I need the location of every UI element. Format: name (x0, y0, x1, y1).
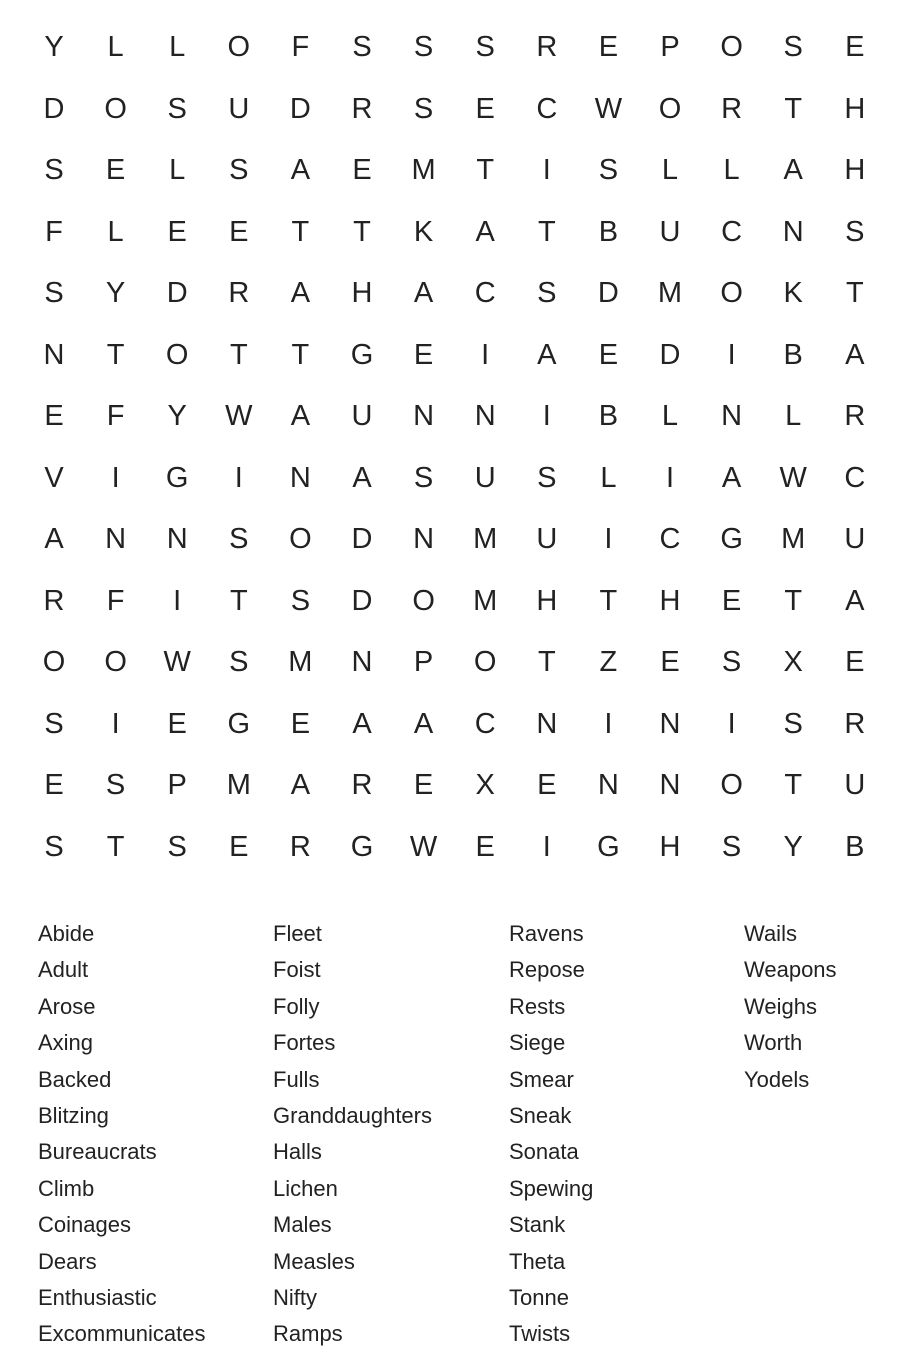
grid-cell[interactable]: U (844, 769, 866, 801)
word-list-item: Spewing (509, 1175, 594, 1201)
grid-cell[interactable]: L (107, 31, 124, 63)
grid-cell[interactable]: I (727, 707, 736, 740)
word-list-item: Males (273, 1212, 332, 1238)
word-list-item: Fulls (273, 1066, 320, 1092)
grid-cell[interactable]: T (784, 584, 803, 617)
grid-cell[interactable]: S (44, 277, 64, 309)
grid-cell[interactable]: T (106, 338, 125, 371)
grid-cell[interactable]: T (537, 215, 556, 248)
grid-cell[interactable]: L (600, 461, 617, 494)
grid-cell[interactable]: S (229, 523, 249, 555)
grid-cell[interactable]: G (350, 830, 374, 863)
word-list-item: Coinages (38, 1212, 131, 1238)
grid-cell[interactable]: W (779, 461, 807, 494)
grid-cell[interactable]: N (597, 769, 619, 801)
grid-cell[interactable]: A (290, 400, 311, 432)
grid-cell[interactable]: U (536, 523, 558, 555)
word-list-item: Repose (509, 957, 585, 983)
grid-cell[interactable]: R (351, 769, 373, 801)
grid-cell[interactable]: A (413, 277, 434, 309)
grid-cell[interactable]: N (105, 523, 127, 555)
grid-cell[interactable]: A (352, 461, 372, 494)
grid-cell[interactable]: D (289, 92, 311, 125)
grid-cell[interactable]: N (659, 707, 681, 740)
grid-cell[interactable]: T (784, 769, 803, 801)
grid-cell[interactable]: F (45, 215, 63, 248)
grid-cell[interactable]: K (413, 215, 434, 248)
grid-cell[interactable]: S (352, 31, 372, 63)
grid-cell[interactable]: T (106, 830, 125, 863)
grid-cell[interactable]: O (720, 31, 743, 63)
grid-cell[interactable]: U (351, 400, 373, 432)
word-list-item: Granddaughters (273, 1103, 432, 1128)
grid-cell[interactable]: E (413, 338, 434, 371)
grid-cell[interactable]: T (229, 338, 248, 371)
grid-cell[interactable]: S (44, 830, 64, 863)
grid-cell[interactable]: O (658, 92, 682, 125)
grid-cell[interactable]: A (475, 215, 495, 248)
grid-cell[interactable]: A (413, 707, 434, 740)
grid-cell[interactable]: M (781, 523, 806, 555)
grid-cell[interactable]: B (783, 338, 803, 371)
word-list-item: Stank (509, 1212, 566, 1238)
grid-cell[interactable]: E (537, 769, 557, 801)
grid-cell[interactable]: T (291, 338, 310, 371)
grid-cell[interactable]: O (104, 646, 127, 678)
word-list-item: Tonne (509, 1285, 569, 1310)
grid-cell[interactable]: E (598, 338, 619, 371)
grid-cell[interactable]: X (783, 646, 803, 678)
grid-cell[interactable]: W (163, 646, 191, 678)
grid-cell[interactable]: T (291, 215, 310, 248)
grid-cell[interactable]: F (106, 584, 125, 617)
grid-cell[interactable]: N (782, 215, 804, 248)
grid-cell[interactable]: F (291, 31, 310, 63)
grid-cell[interactable]: C (474, 707, 496, 740)
grid-cell[interactable]: S (845, 215, 865, 248)
grid-cell[interactable]: E (598, 31, 619, 63)
grid-cell[interactable]: D (597, 277, 619, 309)
word-list-item: Fortes (273, 1030, 336, 1056)
grid-cell[interactable]: P (167, 769, 187, 801)
grid-cell[interactable]: N (166, 523, 188, 555)
grid-cell[interactable]: Z (599, 646, 618, 678)
word-list-item: Bureaucrats (38, 1139, 157, 1165)
grid-cell[interactable]: N (474, 400, 496, 432)
word-list-item: Siege (509, 1030, 566, 1056)
word-list-item: Axing (38, 1030, 94, 1056)
word-list-item: Sonata (509, 1139, 579, 1165)
word-list-item: Enthusiastic (38, 1285, 157, 1310)
grid-cell[interactable]: R (721, 92, 743, 125)
word-list-item: Climb (38, 1175, 95, 1201)
grid-cell[interactable]: A (290, 769, 311, 801)
grid-cell[interactable]: U (659, 215, 681, 248)
word-list-item: Halls (273, 1139, 322, 1165)
grid-cell[interactable]: N (413, 523, 435, 555)
word-list-item: Ramps (273, 1321, 343, 1347)
grid-cell[interactable]: N (721, 400, 743, 432)
grid-cell[interactable]: M (473, 523, 498, 555)
grid-cell[interactable]: G (350, 338, 374, 371)
grid-cell[interactable]: S (413, 92, 434, 125)
grid-cell[interactable]: A (290, 277, 311, 309)
grid-cell[interactable]: M (657, 277, 683, 309)
word-list-item: Backed (38, 1066, 112, 1092)
grid-cell[interactable]: H (536, 584, 558, 617)
grid-cell[interactable]: E (352, 154, 372, 186)
grid-cell[interactable]: H (351, 277, 373, 309)
grid-cell[interactable]: D (351, 523, 373, 555)
grid-cell[interactable]: S (105, 769, 126, 801)
grid-cell[interactable]: E (167, 707, 187, 740)
grid-cell[interactable]: S (290, 584, 311, 617)
word-list-item: Smear (509, 1066, 574, 1092)
grid-cell[interactable]: V (44, 461, 64, 494)
grid-cell[interactable]: I (173, 584, 182, 617)
grid-cell[interactable]: S (598, 154, 619, 186)
grid-cell[interactable]: L (661, 400, 679, 432)
grid-cell[interactable]: N (536, 707, 558, 740)
grid-cell[interactable]: C (474, 277, 496, 309)
word-list-item: Worth (744, 1030, 803, 1056)
grid-cell[interactable]: A (352, 707, 372, 740)
grid-cell[interactable]: S (413, 31, 434, 63)
grid-cell[interactable]: G (165, 461, 189, 494)
grid-cell[interactable]: E (229, 215, 249, 248)
grid-cell[interactable]: I (111, 707, 120, 740)
grid-cell[interactable]: I (604, 707, 613, 740)
grid-cell[interactable]: S (413, 461, 434, 494)
grid-cell[interactable]: A (783, 154, 803, 186)
grid-cell[interactable]: C (659, 523, 681, 555)
grid-cell[interactable]: O (412, 584, 435, 617)
grid-cell[interactable]: N (351, 646, 373, 678)
grid-cell[interactable]: O (42, 646, 66, 678)
grid-cell[interactable]: T (353, 215, 371, 248)
grid-cell[interactable]: S (44, 707, 64, 740)
grid-cell[interactable]: F (106, 400, 125, 432)
grid-cell[interactable]: S (537, 277, 557, 309)
word-list-item: Adult (38, 957, 89, 983)
grid-cell[interactable]: P (413, 646, 434, 678)
grid-cell[interactable]: R (536, 31, 558, 63)
grid-cell[interactable]: T (599, 584, 618, 617)
grid-cell[interactable]: I (542, 400, 551, 432)
grid-cell[interactable]: E (44, 769, 64, 801)
grid-cell[interactable]: L (169, 154, 186, 186)
grid-cell[interactable]: T (784, 92, 803, 125)
grid-cell[interactable]: A (290, 154, 311, 186)
grid-cell[interactable]: A (537, 338, 557, 371)
grid-cell[interactable]: I (542, 154, 551, 186)
grid-cell[interactable]: E (721, 584, 742, 617)
word-list-item: Measles (273, 1248, 355, 1274)
grid-cell[interactable]: O (720, 769, 743, 801)
word-list-item: Blitzing (38, 1103, 109, 1128)
grid-cell[interactable]: C (721, 215, 743, 248)
grid-cell[interactable]: N (43, 338, 65, 371)
word-list-item: Sneak (509, 1103, 572, 1128)
grid-cell[interactable]: R (289, 830, 311, 863)
grid-cell[interactable]: E (845, 31, 865, 63)
grid-cell[interactable]: S (475, 31, 495, 63)
grid-cell[interactable]: E (105, 154, 126, 186)
grid-cell[interactable]: K (783, 277, 803, 309)
word-list-item: Fleet (273, 921, 322, 946)
grid-cell[interactable]: H (844, 92, 866, 125)
grid-cell[interactable]: U (228, 92, 250, 125)
grid-cell[interactable]: I (665, 461, 675, 494)
word-list-item: Abide (38, 921, 95, 946)
grid-cell[interactable]: A (721, 461, 742, 494)
grid-cell[interactable]: W (594, 92, 623, 125)
grid-cell[interactable]: R (43, 584, 65, 617)
grid-cell[interactable]: L (723, 154, 740, 186)
word-list-item: Theta (509, 1248, 566, 1274)
grid-cell[interactable]: Y (44, 31, 64, 63)
word-list-item: Lichen (273, 1175, 338, 1201)
grid-cell[interactable]: D (43, 92, 65, 125)
grid-cell[interactable]: M (411, 154, 436, 186)
grid-cell[interactable]: R (228, 277, 250, 309)
word-list-item: Dears (38, 1248, 97, 1274)
grid-cell[interactable]: G (227, 707, 251, 740)
grid-cell[interactable]: I (481, 338, 490, 371)
grid-cell[interactable]: O (289, 523, 312, 555)
word-list-item: Weighs (744, 993, 817, 1019)
grid-cell[interactable]: A (845, 584, 865, 617)
grid-cell[interactable]: B (845, 830, 865, 863)
grid-cell[interactable]: D (351, 584, 373, 617)
grid-cell[interactable]: T (537, 646, 556, 678)
grid-cell[interactable]: S (721, 830, 742, 863)
grid-cell[interactable]: A (44, 523, 64, 555)
grid-cell[interactable]: E (229, 830, 249, 863)
grid-cell[interactable]: R (844, 400, 866, 432)
word-list-item: Nifty (273, 1285, 317, 1310)
grid-cell[interactable]: S (229, 646, 249, 678)
grid-cell[interactable]: S (167, 92, 187, 125)
grid-cell[interactable]: G (597, 830, 620, 863)
grid-cell[interactable]: N (289, 461, 311, 494)
grid-cell[interactable]: A (845, 338, 865, 371)
grid-cell[interactable]: N (413, 400, 435, 432)
word-list-item: Arose (38, 993, 96, 1019)
grid-cell[interactable]: Y (105, 277, 126, 309)
grid-cell[interactable]: I (111, 461, 120, 494)
word-list-item: Rests (509, 993, 566, 1019)
grid-cell[interactable]: M (288, 646, 313, 678)
grid-cell[interactable]: C (844, 461, 866, 494)
grid-cell[interactable]: E (44, 400, 64, 432)
grid-cell[interactable]: T (229, 584, 248, 617)
grid-cell[interactable]: O (165, 338, 189, 371)
word-list-item: Folly (273, 993, 320, 1019)
grid-cell[interactable]: L (785, 400, 802, 432)
grid-cell[interactable]: E (290, 707, 311, 740)
grid-cell[interactable]: S (167, 830, 187, 863)
word-list-item: Excommunicates (38, 1321, 206, 1347)
grid-cell[interactable]: N (659, 769, 681, 801)
word-list-item: Weapons (744, 957, 837, 983)
grid-cell[interactable]: S (783, 31, 803, 63)
grid-cell[interactable]: D (659, 338, 681, 371)
grid-cell[interactable]: E (475, 92, 495, 125)
grid-cell[interactable]: M (226, 769, 251, 801)
grid-cell[interactable]: I (542, 830, 551, 863)
grid-cell[interactable]: I (727, 338, 736, 371)
grid-cell[interactable]: H (844, 154, 866, 186)
grid-cell[interactable]: S (721, 646, 742, 678)
grid-cell[interactable]: U (474, 461, 496, 494)
grid-cell[interactable]: C (536, 92, 558, 125)
grid-cell[interactable]: E (845, 646, 865, 678)
grid-cell[interactable]: T (845, 277, 864, 309)
grid-cell[interactable]: X (475, 769, 495, 801)
grid-cell[interactable]: Y (167, 400, 187, 432)
grid-cell[interactable]: O (720, 277, 743, 309)
grid-cell[interactable]: L (169, 31, 186, 63)
grid-cell[interactable]: U (844, 523, 866, 555)
grid-cell[interactable]: E (475, 830, 495, 863)
grid-cell[interactable]: P (660, 31, 680, 63)
grid-cell[interactable]: O (473, 646, 497, 678)
grid-cell[interactable]: E (660, 646, 680, 678)
grid-cell[interactable]: O (104, 92, 127, 125)
grid-cell[interactable]: R (844, 707, 866, 740)
grid-cell[interactable]: S (44, 154, 64, 186)
grid-cell[interactable]: Y (783, 830, 803, 863)
grid-cell[interactable]: O (227, 31, 251, 63)
word-list-item: Ravens (509, 921, 584, 946)
grid-cell[interactable]: M (473, 584, 498, 617)
grid-cell[interactable]: S (229, 154, 249, 186)
word-list-item: Wails (744, 921, 797, 946)
grid-cell[interactable]: E (413, 769, 434, 801)
grid-cell[interactable]: G (720, 523, 743, 555)
grid-cell[interactable]: S (783, 707, 803, 740)
grid-cell[interactable]: B (598, 215, 619, 248)
grid-cell[interactable]: E (167, 215, 187, 248)
grid-cell[interactable]: B (598, 400, 619, 432)
grid-cell[interactable]: I (234, 461, 243, 494)
grid-cell[interactable]: D (166, 277, 188, 309)
grid-cell[interactable]: H (659, 830, 681, 863)
grid-cell[interactable]: S (537, 461, 557, 494)
word-list-item: Foist (273, 957, 321, 983)
grid-cell[interactable]: R (351, 92, 373, 125)
word-list-item: Yodels (744, 1066, 810, 1092)
word-list-item: Twists (509, 1321, 571, 1347)
grid-cell[interactable]: L (107, 215, 124, 248)
grid-cell[interactable]: H (659, 584, 681, 617)
grid-cell[interactable]: I (604, 523, 613, 555)
grid-cell[interactable]: L (661, 154, 679, 186)
grid-cell[interactable]: T (476, 154, 495, 186)
grid-cell[interactable]: W (225, 400, 253, 432)
grid-cell[interactable]: W (409, 830, 438, 863)
